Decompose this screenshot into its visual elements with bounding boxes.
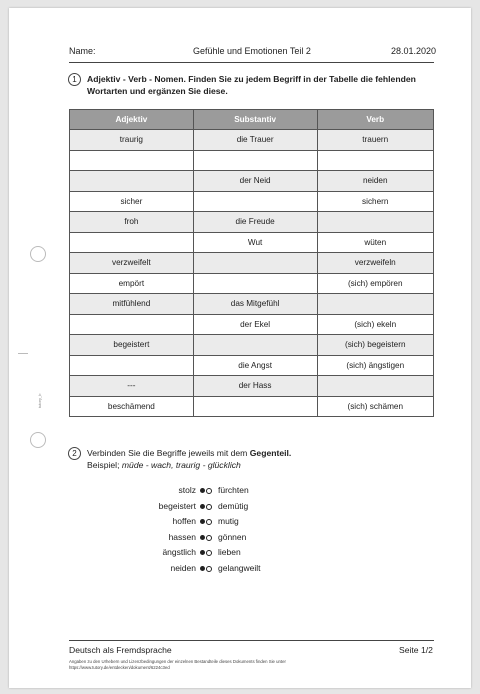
open-dot-icon[interactable] xyxy=(206,488,212,494)
table-cell: verzweifelt xyxy=(70,253,194,274)
table-cell xyxy=(317,212,434,233)
table-cell: der Ekel xyxy=(193,314,317,335)
footer-subject: Deutsch als Fremdsprache xyxy=(69,645,172,655)
footer-divider xyxy=(69,640,434,641)
matching-row xyxy=(100,547,300,562)
table-cell: beschämend xyxy=(70,396,194,417)
filled-dot-icon[interactable] xyxy=(200,504,205,509)
table-cell xyxy=(70,355,194,376)
matching-row xyxy=(100,485,300,500)
example-label: Beispiel; xyxy=(87,460,122,470)
table-cell: wüten xyxy=(317,232,434,253)
table-row xyxy=(70,314,434,335)
license-line-2: https://www.tutory.de/entdecken/dokument/6224c3ed xyxy=(69,665,170,670)
filled-dot-icon[interactable] xyxy=(200,550,205,555)
punch-hole-icon xyxy=(30,432,46,448)
matching-opposite: fürchten xyxy=(218,485,249,495)
table-cell: das Mitgefühl xyxy=(193,294,317,315)
table-cell: froh xyxy=(70,212,194,233)
task-2-text: Verbinden Sie die Begriffe jeweils mit dem xyxy=(87,448,250,458)
page-title: Gefühle und Emotionen Teil 2 xyxy=(193,46,311,56)
task-number-2: 2 xyxy=(68,447,81,460)
footer-license xyxy=(69,659,409,671)
matching-opposite: gelangweilt xyxy=(218,563,261,573)
matching-term: stolz xyxy=(178,485,196,495)
open-dot-icon[interactable] xyxy=(206,519,212,525)
task-1-line-1: Adjektiv - Verb - Nomen. Finden Sie zu jedem Begriff in der Tabelle die fehlenden xyxy=(87,74,416,84)
table-cell xyxy=(70,171,194,192)
table-row xyxy=(70,150,434,171)
column-header-verb: Verb xyxy=(317,110,434,130)
table-cell: Wut xyxy=(193,232,317,253)
table-row xyxy=(70,376,434,397)
task-2-instruction xyxy=(87,447,291,471)
task-1-line-2: Wortarten und ergänzen Sie diese. xyxy=(87,86,228,96)
table-cell: --- xyxy=(70,376,194,397)
table-cell: verzweifeln xyxy=(317,253,434,274)
filled-dot-icon[interactable] xyxy=(200,488,205,493)
open-dot-icon[interactable] xyxy=(206,504,212,510)
header-divider xyxy=(69,62,434,63)
filled-dot-icon[interactable] xyxy=(200,519,205,524)
table-cell: die Freude xyxy=(193,212,317,233)
matching-term: hoffen xyxy=(172,516,196,527)
matching-opposite: gönnen xyxy=(218,531,247,542)
table-cell: trauern xyxy=(317,130,434,151)
column-header-substantiv: Substantiv xyxy=(193,110,317,130)
table-cell: sicher xyxy=(70,191,194,212)
table-cell xyxy=(193,150,317,171)
table-cell: (sich) schämen xyxy=(317,396,434,417)
task-2-example xyxy=(87,459,291,471)
punch-hole-icon xyxy=(30,246,46,262)
date: 28.01.2020 xyxy=(391,46,437,56)
fold-mark xyxy=(18,353,28,354)
open-dot-icon[interactable] xyxy=(206,535,212,541)
footer-page: Seite 1/2 xyxy=(399,645,433,655)
table-cell: (sich) empören xyxy=(317,273,434,294)
table-cell: die Angst xyxy=(193,355,317,376)
filled-dot-icon[interactable] xyxy=(200,535,205,540)
table-row xyxy=(70,294,434,315)
matching-opposite: mutig xyxy=(218,516,239,527)
table-cell: neiden xyxy=(317,171,434,192)
table-cell xyxy=(193,191,317,212)
column-header-adjektiv: Adjektiv xyxy=(70,110,194,130)
table-cell xyxy=(193,335,317,356)
example-text: müde - wach, traurig - glücklich xyxy=(121,460,241,470)
matching-row xyxy=(100,532,300,547)
table-row xyxy=(70,232,434,253)
table-cell xyxy=(70,150,194,171)
table-cell: (sich) begeistern xyxy=(317,335,434,356)
filled-dot-icon[interactable] xyxy=(200,566,205,571)
table-cell: begeistert xyxy=(70,335,194,356)
word-table xyxy=(69,109,434,417)
table-cell: die Trauer xyxy=(193,130,317,151)
table-row xyxy=(70,171,434,192)
task-number-1: 1 xyxy=(68,73,81,86)
table-row xyxy=(70,130,434,151)
table-cell xyxy=(317,150,434,171)
table-cell: traurig xyxy=(70,130,194,151)
table-cell: der Neid xyxy=(193,171,317,192)
table-cell xyxy=(317,294,434,315)
matching-term: ängstlich xyxy=(162,547,196,558)
name-label: Name: xyxy=(69,46,96,56)
matching-row xyxy=(100,501,300,516)
table-cell: sichern xyxy=(317,191,434,212)
table-row xyxy=(70,355,434,376)
matching-term: hassen xyxy=(168,531,196,542)
table-cell: (sich) ängstigen xyxy=(317,355,434,376)
table-cell: der Hass xyxy=(193,376,317,397)
table-cell: mitfühlend xyxy=(70,294,194,315)
matching-row xyxy=(100,563,300,578)
task-2-bold: Gegenteil. xyxy=(249,448,292,458)
table-cell: empört xyxy=(70,273,194,294)
table-cell xyxy=(193,396,317,417)
matching-term: begeistert xyxy=(158,500,196,511)
open-dot-icon[interactable] xyxy=(206,566,212,572)
matching-term: neiden xyxy=(170,563,196,573)
table-cell xyxy=(317,376,434,397)
table-row xyxy=(70,273,434,294)
table-cell xyxy=(70,232,194,253)
task-2-line-1 xyxy=(87,447,291,459)
table-row xyxy=(70,212,434,233)
matching-opposite: demütig xyxy=(218,500,249,511)
open-dot-icon[interactable] xyxy=(206,550,212,556)
table-cell xyxy=(193,273,317,294)
matching-row xyxy=(100,516,300,531)
task-1-instruction xyxy=(87,73,416,97)
matching-opposite: lieben xyxy=(218,547,241,558)
table-cell xyxy=(193,253,317,274)
side-code: tutory_b xyxy=(37,393,42,408)
table-cell: (sich) ekeln xyxy=(317,314,434,335)
table-row xyxy=(70,191,434,212)
license-line-1: Angaben zu den Urhebern und Lizenzbedingungen der einzelnen Bestandteile dieses Dokuments finden Sie unter xyxy=(69,659,286,664)
table-row xyxy=(70,335,434,356)
table-row xyxy=(70,396,434,417)
table-cell xyxy=(70,314,194,335)
table-row xyxy=(70,253,434,274)
